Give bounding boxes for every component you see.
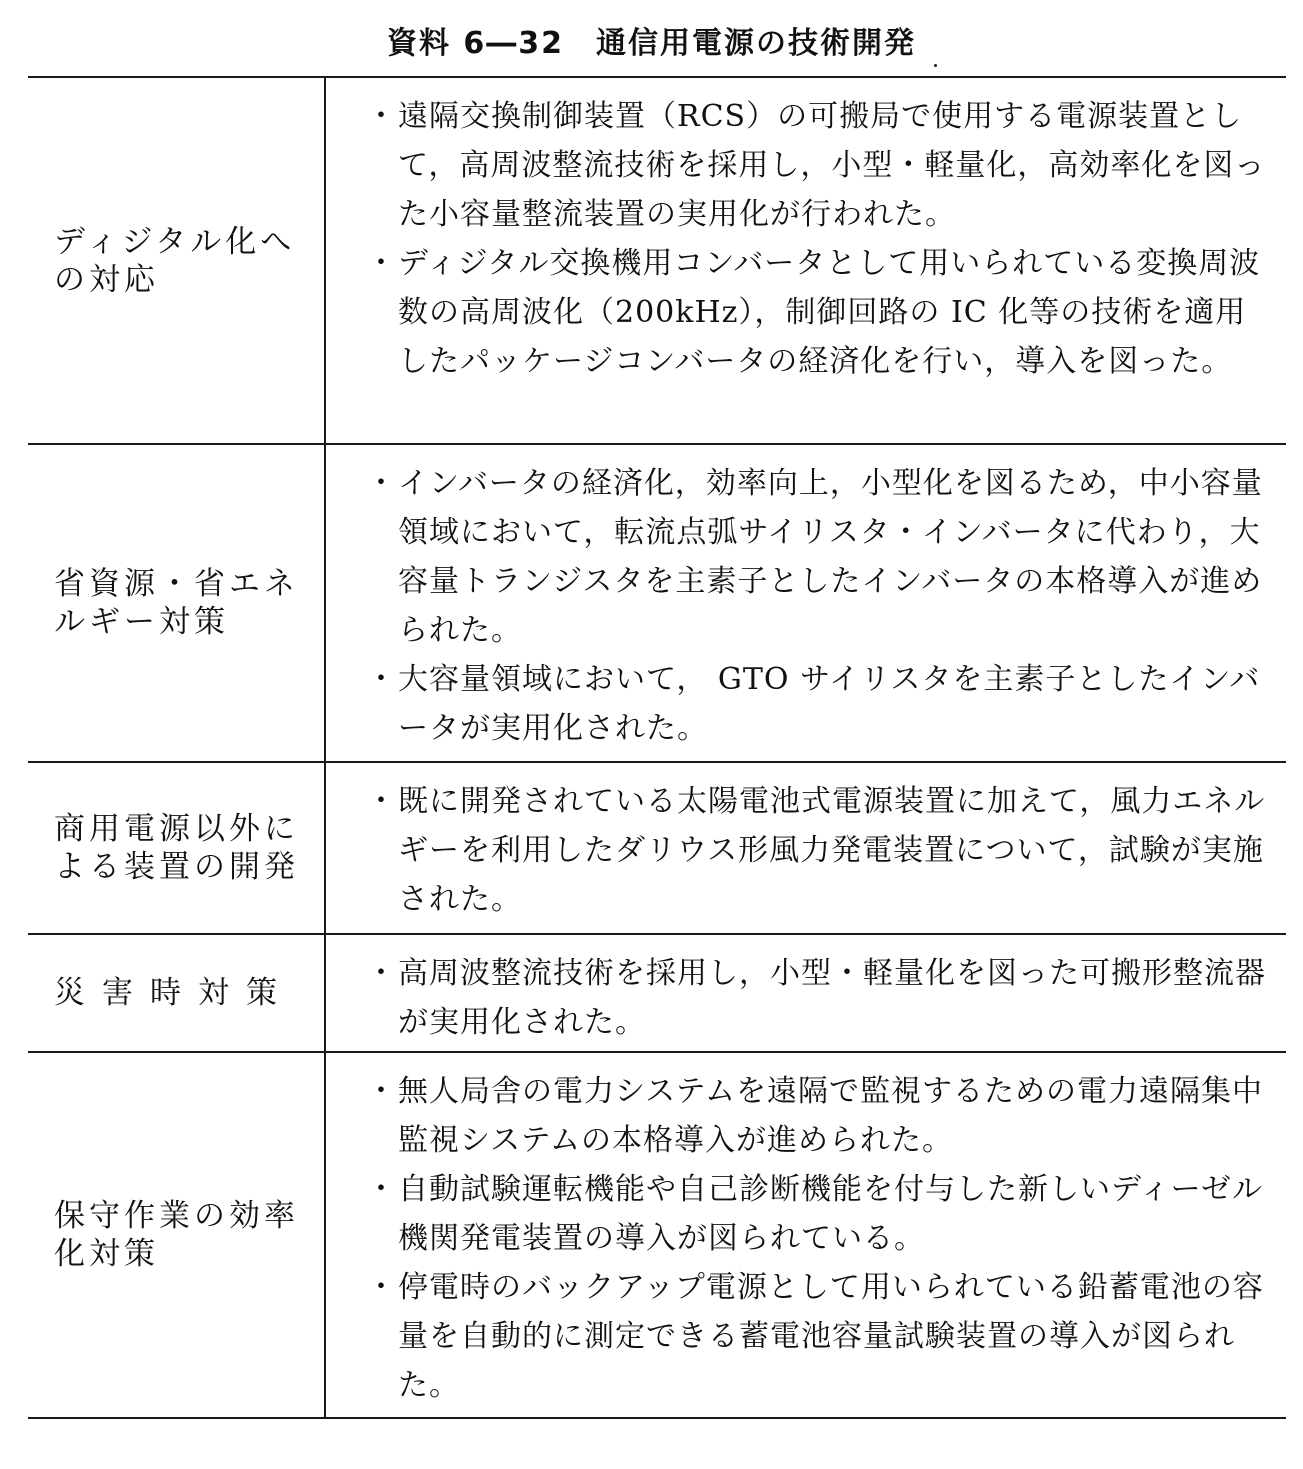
row-label: 保守作業の効率化対策 (54, 1198, 299, 1272)
row-label: 商用電源以外による装置の開発 (54, 811, 299, 885)
page-title: 資料 6―32 通信用電源の技術開発 (386, 26, 917, 61)
table-row-resource-saving (28, 443, 1286, 761)
row-label-cell (28, 1053, 326, 1417)
row-content-cell (326, 935, 1286, 1059)
row-label: 災害時対策 (54, 975, 294, 1011)
table-row-maintenance (28, 1051, 1286, 1419)
row-label-cell (28, 445, 326, 761)
tech-development-table (28, 76, 1286, 1419)
row-label-cell (28, 763, 326, 933)
row-content-cell (326, 445, 1286, 765)
bullet-icon: ・ (366, 662, 397, 697)
item-text: インバータの経済化，効率向上，小型化を図るため，中小容量領域において，転流点弧サイリスタ・インバータに代わり，大容量トランジスタを主素子としたインバータの本格導入が進められた。 (398, 466, 1263, 648)
row-content-cell (326, 1053, 1286, 1422)
list-item (366, 92, 1266, 239)
item-text: 停電時のバックアップ電源として用いられている鉛蓄電池の容量を自動的に測定できる蓄電池容量試験装置の導入が図られた。 (398, 1270, 1264, 1403)
bullet-icon: ・ (366, 784, 397, 819)
bullet-icon: ・ (366, 99, 397, 134)
row-label-cell (28, 78, 326, 443)
row-label: 省資源・省エネルギー対策 (54, 566, 299, 640)
table-row-non-commercial-power (28, 761, 1286, 933)
table-row-disaster (28, 933, 1286, 1051)
list-item (366, 655, 1266, 753)
list-item (366, 1263, 1266, 1410)
item-text: 既に開発されている太陽電池式電源装置に加えて，風力エネルギーを利用したダリウス形風力発電装置について，試験が実施された。 (398, 784, 1266, 917)
row-content-cell (326, 78, 1286, 398)
list-item (366, 777, 1266, 924)
item-text: 大容量領域において， GTO サイリスタを主素子としたインバータが実用化された。 (398, 662, 1261, 746)
table-row-digital (28, 76, 1286, 443)
bullet-icon: ・ (366, 1270, 397, 1305)
row-label: ディジタル化への対応 (54, 223, 296, 298)
list-item (366, 459, 1266, 655)
bullet-icon: ・ (366, 246, 397, 281)
item-text: 遠隔交換制御装置（RCS）の可搬局で使用する電源装置として，高周波整流技術を採用し，小型・軽量化，高効率化を図った小容量整流装置の実用化が行われた。 (398, 99, 1266, 232)
item-text: ディジタル交換機用コンバータとして用いられている変換周波数の高周波化（200kHz），制御回路の IC 化等の技術を適用したパッケージコンバータの経済化を行い，導入を図った。 (398, 246, 1261, 379)
bullet-icon: ・ (366, 1074, 397, 1109)
bullet-icon: ・ (366, 956, 397, 991)
list-item (366, 239, 1266, 386)
item-text: 無人局舎の電力システムを遠隔で監視するための電力遠隔集中監視システムの本格導入が進められた。 (398, 1074, 1263, 1158)
item-text: 自動試験運転機能や自己診断機能を付与した新しいディーゼル機関発電装置の導入が図られている。 (398, 1172, 1263, 1256)
stray-dot (934, 64, 937, 67)
row-label-cell (28, 935, 326, 1051)
list-item (366, 1165, 1266, 1263)
bullet-icon: ・ (366, 466, 397, 501)
row-content-cell (326, 763, 1286, 936)
list-item (366, 1067, 1266, 1165)
list-item (366, 949, 1266, 1047)
bullet-icon: ・ (366, 1172, 397, 1207)
item-text: 高周波整流技術を採用し，小型・軽量化を図った可搬形整流器が実用化された。 (398, 956, 1266, 1040)
